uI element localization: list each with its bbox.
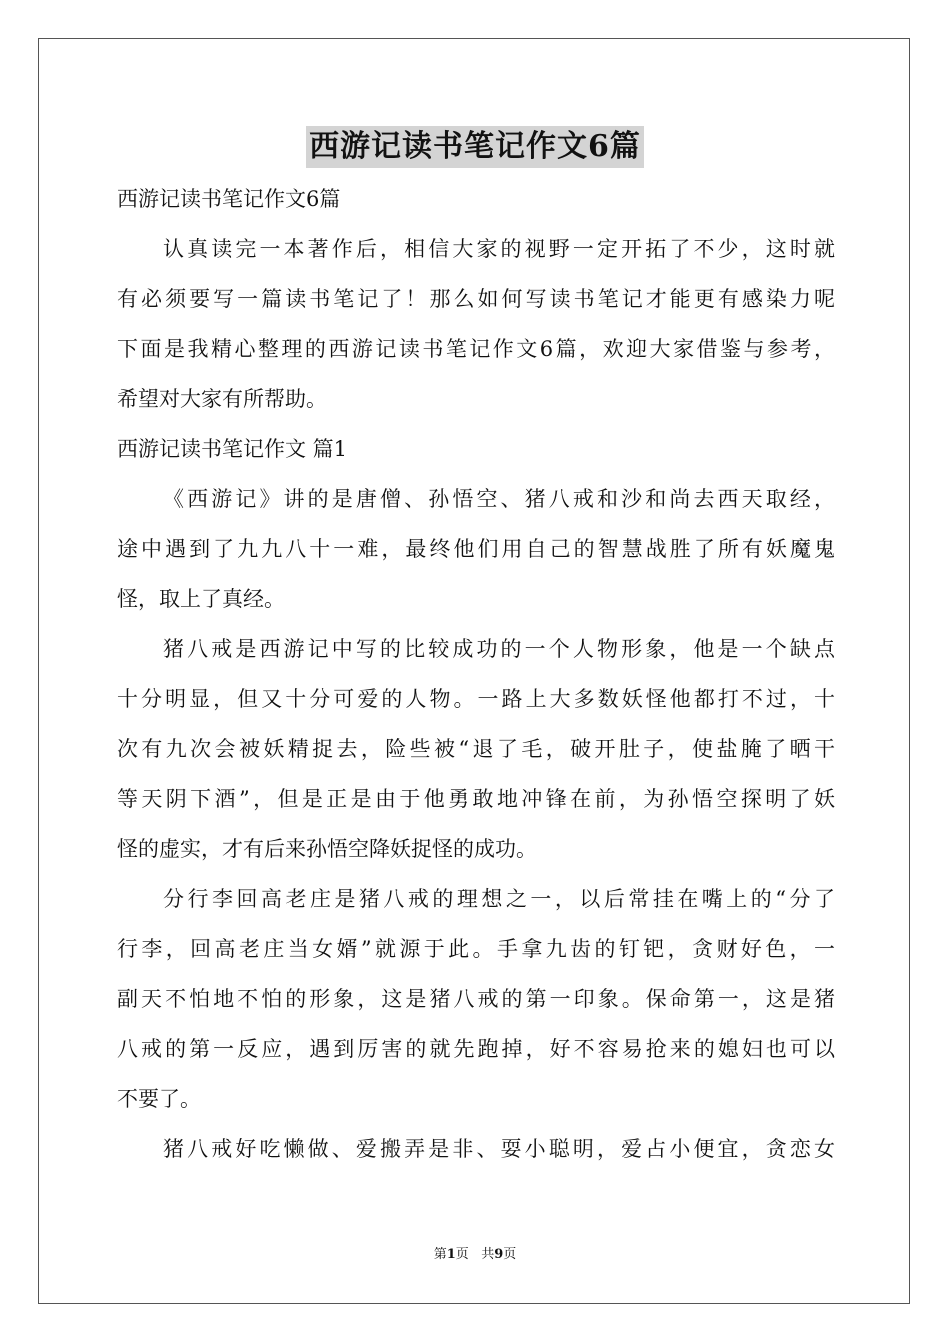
text-line: 猪八戒好吃懒做、爱搬弄是非、耍小聪明，爱占小便宜，贪恋女 xyxy=(163,1137,835,1161)
text-line: 不要了。 xyxy=(117,1087,201,1111)
text-line: 等天阴下酒”，但是正是由于他勇敢地冲锋在前，为孙悟空探明了妖 xyxy=(117,787,835,811)
text-line: 认真读完一本著作后，相信大家的视野一定开拓了不少，这时就 xyxy=(163,237,835,261)
footer-page-number: 1 xyxy=(446,1247,456,1262)
text-line: 怪的虚实，才有后来孙悟空降妖捉怪的成功。 xyxy=(117,837,537,861)
text-line: 怪，取上了真经。 xyxy=(117,587,285,611)
text-line: 《西游记》讲的是唐僧、孙悟空、猪八戒和沙和尚去西天取经， xyxy=(163,487,835,511)
footer-page-prefix: 第 xyxy=(433,1247,447,1262)
footer-total-pages: 9 xyxy=(494,1247,504,1262)
text-line: 八戒的第一反应，遇到厉害的就先跑掉，好不容易抢来的媳妇也可以 xyxy=(117,1037,835,1061)
footer-total-unit: 页 xyxy=(503,1247,517,1262)
text-line: 行李，回高老庄当女婿”就源于此。手拿九齿的钉钯，贪财好色，一 xyxy=(117,937,835,961)
text-line: 西游记读书笔记作文6篇 xyxy=(117,187,341,211)
title-container xyxy=(0,126,950,168)
text-line: 猪八戒是西游记中写的比较成功的一个人物形象，他是一个缺点 xyxy=(163,637,835,661)
document-body xyxy=(117,174,835,1174)
text-line: 副天不怕地不怕的形象，这是猪八戒的第一印象。保命第一，这是猪 xyxy=(117,987,835,1011)
footer-page-unit: 页 xyxy=(455,1247,469,1262)
text-line: 西游记读书笔记作文 篇1 xyxy=(117,437,348,461)
text-line: 有必须要写一篇读书笔记了！那么如何写读书笔记才能更有感染力呢 xyxy=(117,287,835,311)
text-line: 分行李回高老庄是猪八戒的理想之一，以后常挂在嘴上的“分了 xyxy=(163,887,835,911)
text-line: 途中遇到了九九八十一难，最终他们用自己的智慧战胜了所有妖魔鬼 xyxy=(117,537,835,561)
text-line: 十分明显，但又十分可爱的人物。一路上大多数妖怪他都打不过，十 xyxy=(117,687,835,711)
text-line: 希望对大家有所帮助。 xyxy=(117,387,327,411)
text-line: 下面是我精心整理的西游记读书笔记作文6篇，欢迎大家借鉴与参考， xyxy=(117,337,835,361)
document-title: 西游记读书笔记作文6篇 xyxy=(306,126,644,168)
footer-total-prefix: 共 xyxy=(481,1247,495,1262)
text-line: 次有九次会被妖精捉去，险些被“退了毛，破开肚子，使盐腌了晒干 xyxy=(117,737,835,761)
page-footer xyxy=(0,1246,950,1264)
